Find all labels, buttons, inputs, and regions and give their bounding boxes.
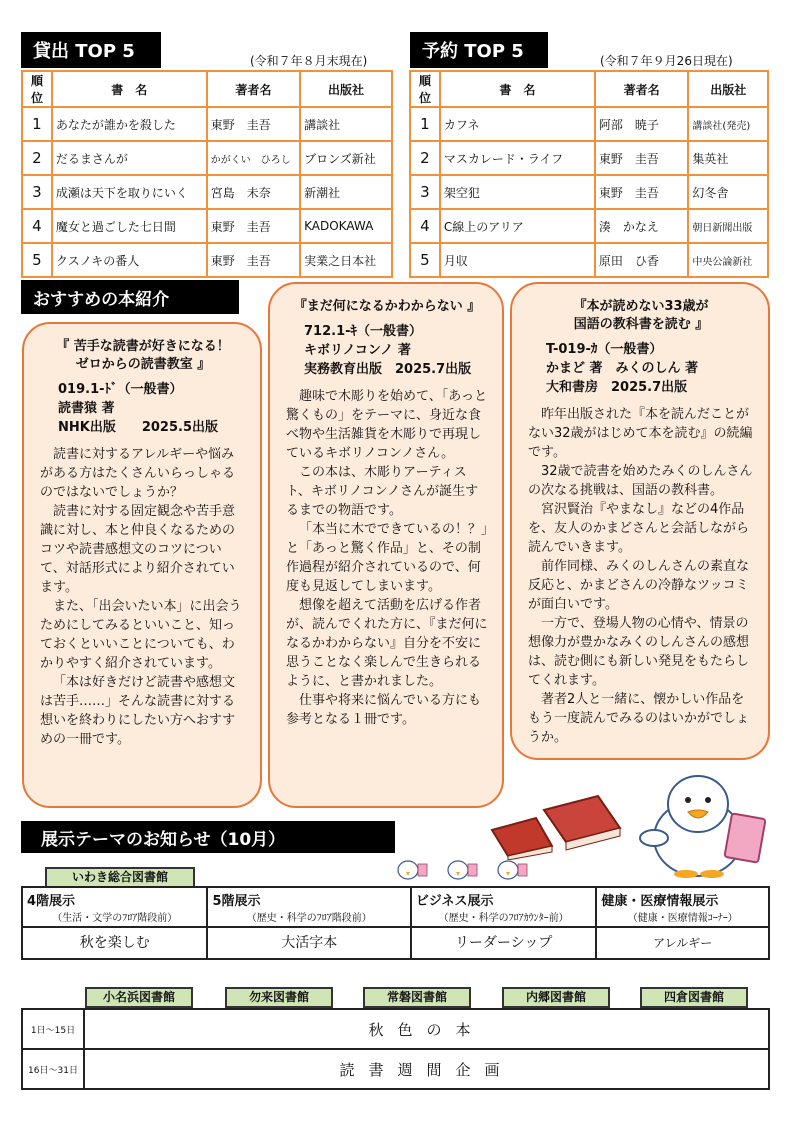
floor-location: （歴史・科学のﾌﾛｱ階段前） <box>246 913 372 924</box>
book-card-2 <box>268 282 504 808</box>
book-title-cell: だるまさんが <box>52 141 207 175</box>
small-birds-icon <box>390 856 540 884</box>
period-dates: 1日～15日 <box>22 1009 84 1049</box>
book-card-body <box>528 405 754 747</box>
reserve-as-of: (令和７年９月26日現在) <box>600 54 733 68</box>
book-title-cell: 架空犯 <box>440 175 595 209</box>
paragraph: 昨年出版された『本を読んだことがない32歳がはじめて本を読む』の続編です。 <box>528 407 753 460</box>
author-cell: 湊 かなえ <box>595 209 689 243</box>
author-line: 読書猿 著 <box>58 401 115 416</box>
rank-cell: 1 <box>410 107 440 141</box>
call-number: 019.1-ﾄﾞ（一般書） <box>58 382 183 397</box>
call-number: 712.1-ｷ（一般書） <box>304 324 423 339</box>
period-theme: 秋色の本 <box>84 1009 769 1049</box>
author-cell: 宮島 未奈 <box>207 175 300 209</box>
paragraph: 「本は好きだけど読書や感想文は苦手……」そんな読書に対する想いを終わりにしたい方へおすすめの一冊です。 <box>40 675 236 747</box>
table-row <box>410 141 768 175</box>
floor-theme: 大活字本 <box>207 927 410 959</box>
publisher-cell: 新潮社 <box>300 175 392 209</box>
title-line: 『 苦手な読書が好きになる！ <box>56 339 230 354</box>
author-cell: 原田 ひ香 <box>595 243 689 277</box>
floor-location: （歴史・科学のﾌﾛｱｶｳﾝﾀｰ前） <box>438 913 569 924</box>
paragraph: この本は、木彫りアーティスト、キボリノコンノさんが誕生するまでの物語です。 <box>286 465 479 518</box>
book-card-meta <box>546 340 754 397</box>
header-title: 書 名 <box>52 71 207 107</box>
branch-tag: 小名浜図書館 <box>85 987 193 1008</box>
rank-cell: 4 <box>410 209 440 243</box>
paragraph: 仕事や将来に悩んでいる方にも参考となる１冊です。 <box>286 693 482 727</box>
book-card-meta <box>58 380 246 437</box>
paragraph: 趣味で木彫りを始めて、「あっと驚くもの」をテーマに、身近な食べ物や生活雑貨を木彫りで再現しているキボリノコンノさん。 <box>286 389 488 461</box>
author-cell: 東野 圭吾 <box>595 141 689 175</box>
book-title-cell: 魔女と過ごした七日間 <box>52 209 207 243</box>
books-illustration <box>488 790 638 860</box>
book-card-title <box>40 338 246 374</box>
rank-cell: 5 <box>22 243 52 277</box>
publisher-cell: 講談社 <box>300 107 392 141</box>
header-publisher: 出版社 <box>300 71 392 107</box>
table-row <box>22 209 392 243</box>
table-row <box>22 175 392 209</box>
header-rank: 順位 <box>410 71 440 107</box>
author-cell: かがくい ひろし <box>207 141 300 175</box>
title-line: 『本が読めない33歳が <box>573 299 709 314</box>
table-row <box>410 209 768 243</box>
author-cell: 東野 圭吾 <box>207 209 300 243</box>
branch-tag: 四倉図書館 <box>640 987 748 1008</box>
reserve-ranking-table <box>409 70 769 278</box>
paragraph: 読書に対する固定観念や苦手意識に対し、本と仲良くなるためのコツや読書感想文のコツについて、対話形式により紹介されています。 <box>40 504 236 595</box>
table-row <box>410 243 768 277</box>
publisher-cell: 集英社 <box>688 141 768 175</box>
paragraph: 著者2人と一緒に、懐かしい作品をもう一度読んでみるのはいかがでしょうか。 <box>528 692 750 745</box>
author-cell: 東野 圭吾 <box>207 107 300 141</box>
floor-cell <box>596 887 769 927</box>
book-card-meta <box>304 322 488 379</box>
lending-as-of: (令和７年８月末現在) <box>250 54 368 68</box>
publisher-cell: KADOKAWA <box>300 209 392 243</box>
book-card-body <box>40 445 246 749</box>
branch-tag: 勿来図書館 <box>225 987 333 1008</box>
branch-tag: 内郷図書館 <box>502 987 610 1008</box>
book-card-body <box>286 387 488 729</box>
table-row <box>22 141 392 175</box>
main-library-tag: いわき総合図書館 <box>45 867 195 888</box>
reserve-title: 予約 TOP 5 <box>422 41 524 62</box>
floor-header-row <box>22 887 769 927</box>
floor-exhibits-table <box>21 886 770 960</box>
publisher-cell: 実業之日本社 <box>300 243 392 277</box>
rank-cell: 3 <box>22 175 52 209</box>
rank-cell: 5 <box>410 243 440 277</box>
floor-name: 4階展示 <box>27 894 76 909</box>
period-row <box>22 1009 769 1049</box>
table-row <box>410 107 768 141</box>
paragraph: 一方で、登場人物の心情や、情景の想像力が豊かなみくのしんさんの感想は、読む側にも新しい発見をもたらしてくれます。 <box>528 616 750 688</box>
book-card-title <box>528 298 754 334</box>
paragraph: 前作同様、みくのしんさんの素直な反応と、かまどさんの冷静なツッコミが面白いです。 <box>528 559 750 612</box>
floor-name: ビジネス展示 <box>415 894 494 909</box>
paragraph: 宮沢賢治『やまなし』などの4作品を、友人のかまどさんと会話しながら読んでいきます。 <box>528 502 750 555</box>
exhibits-heading: 展示テーマのお知らせ（10月） <box>41 829 286 850</box>
book-title-cell: クスノキの番人 <box>52 243 207 277</box>
book-title-cell: カフネ <box>440 107 595 141</box>
book-card-title <box>286 298 488 316</box>
author-cell: 東野 圭吾 <box>207 243 300 277</box>
publisher-line: 大和書房 2025.7出版 <box>546 380 688 395</box>
branch-tag: 常磐図書館 <box>363 987 471 1008</box>
header-author: 著者名 <box>595 71 689 107</box>
floor-theme-row <box>22 927 769 959</box>
floor-theme: リーダーシップ <box>411 927 596 959</box>
period-dates: 16日～31日 <box>22 1049 84 1089</box>
paragraph: 「本当に木でできているの！？」と「あっと驚く作品」と、その制作過程が紹介されているので、何度も見返してしまいます。 <box>286 522 488 594</box>
paragraph: 読書に対するアレルギーや悩みがある方はたくさんいらっしゃるのではないでしょうか？ <box>40 447 236 500</box>
red-book-icon <box>544 796 620 850</box>
bird-mascot-icon <box>636 768 771 878</box>
call-number: T-019-ｶ（一般書） <box>546 342 663 357</box>
author-cell: 東野 圭吾 <box>595 175 689 209</box>
floor-name: 5階展示 <box>212 894 261 909</box>
publisher-cell: 講談社(発売) <box>688 107 768 141</box>
header-author: 著者名 <box>207 71 300 107</box>
title-line: ゼロからの読書教室 』 <box>75 357 211 372</box>
publisher-cell: 朝日新聞出版 <box>688 209 768 243</box>
floor-cell <box>411 887 596 927</box>
recommend-heading-banner <box>21 280 239 314</box>
table-row <box>22 243 392 277</box>
reserve-title-banner <box>410 32 548 68</box>
lending-title-banner <box>21 32 161 68</box>
publisher-line: 実務教育出版 2025.7出版 <box>304 362 472 377</box>
lending-ranking-table <box>21 70 393 278</box>
table-header-row <box>410 71 768 107</box>
recommend-heading: おすすめの本紹介 <box>33 289 170 310</box>
table-row <box>410 175 768 209</box>
floor-name: 健康・医療情報展示 <box>601 894 719 909</box>
author-line: キボリノコンノ 著 <box>304 343 411 358</box>
book-card-1 <box>22 322 262 808</box>
book-card-3 <box>510 282 770 760</box>
book-title-cell: あなたが誰かを殺した <box>52 107 207 141</box>
publisher-line: NHK出版 2025.5出版 <box>58 420 218 435</box>
exhibits-heading-banner <box>21 821 395 853</box>
rank-cell: 2 <box>410 141 440 175</box>
floor-cell <box>207 887 410 927</box>
publisher-cell: 幻冬舎 <box>688 175 768 209</box>
rank-cell: 2 <box>22 141 52 175</box>
table-header-row <box>22 71 392 107</box>
author-line: かまど 著 みくのしん 著 <box>546 361 699 376</box>
red-book-icon <box>492 818 552 860</box>
lending-title: 貸出 TOP 5 <box>33 41 135 62</box>
floor-location: （生活・文学のﾌﾛｱ階段前） <box>52 913 178 924</box>
header-title: 書 名 <box>440 71 595 107</box>
paragraph: また、「出会いたい本」に出会うためにしてみるといいこと、知っておくといいことについても、わかりやすく紹介されています。 <box>40 599 242 671</box>
book-title-cell: マスカレード・ライフ <box>440 141 595 175</box>
table-row <box>22 107 392 141</box>
floor-cell <box>22 887 207 927</box>
book-title-cell: 月収 <box>440 243 595 277</box>
paragraph: 32歳で読書を始めたみくのしんさんの次なる挑戦は、国語の教科書。 <box>528 464 753 498</box>
period-theme: 読書週間企画 <box>84 1049 769 1089</box>
period-row <box>22 1049 769 1089</box>
author-cell: 阿部 暁子 <box>595 107 689 141</box>
header-publisher: 出版社 <box>688 71 768 107</box>
rank-cell: 3 <box>410 175 440 209</box>
book-title-cell: 成瀬は天下を取りにいく <box>52 175 207 209</box>
header-rank: 順位 <box>22 71 52 107</box>
floor-theme: 秋を楽しむ <box>22 927 207 959</box>
floor-location: （健康・医療情報ｺｰﾅｰ） <box>627 913 738 924</box>
rank-cell: 4 <box>22 209 52 243</box>
publisher-cell: 中央公論新社 <box>688 243 768 277</box>
book-title-cell: C線上のアリア <box>440 209 595 243</box>
title-line: 国語の教科書を読む 』 <box>573 317 709 332</box>
paragraph: 想像を超えて活動を広げる作者が、読んでくれた方に、『まだ何になるかわからない』自分を不安に思うことなく楽しんで生きられるように、と書かれました。 <box>286 598 488 689</box>
branch-exhibits-table <box>21 1008 770 1090</box>
floor-theme: アレルギー <box>596 927 769 959</box>
publisher-cell: ブロンズ新社 <box>300 141 392 175</box>
rank-cell: 1 <box>22 107 52 141</box>
title-line: 『まだ何になるかわからない 』 <box>293 299 481 314</box>
